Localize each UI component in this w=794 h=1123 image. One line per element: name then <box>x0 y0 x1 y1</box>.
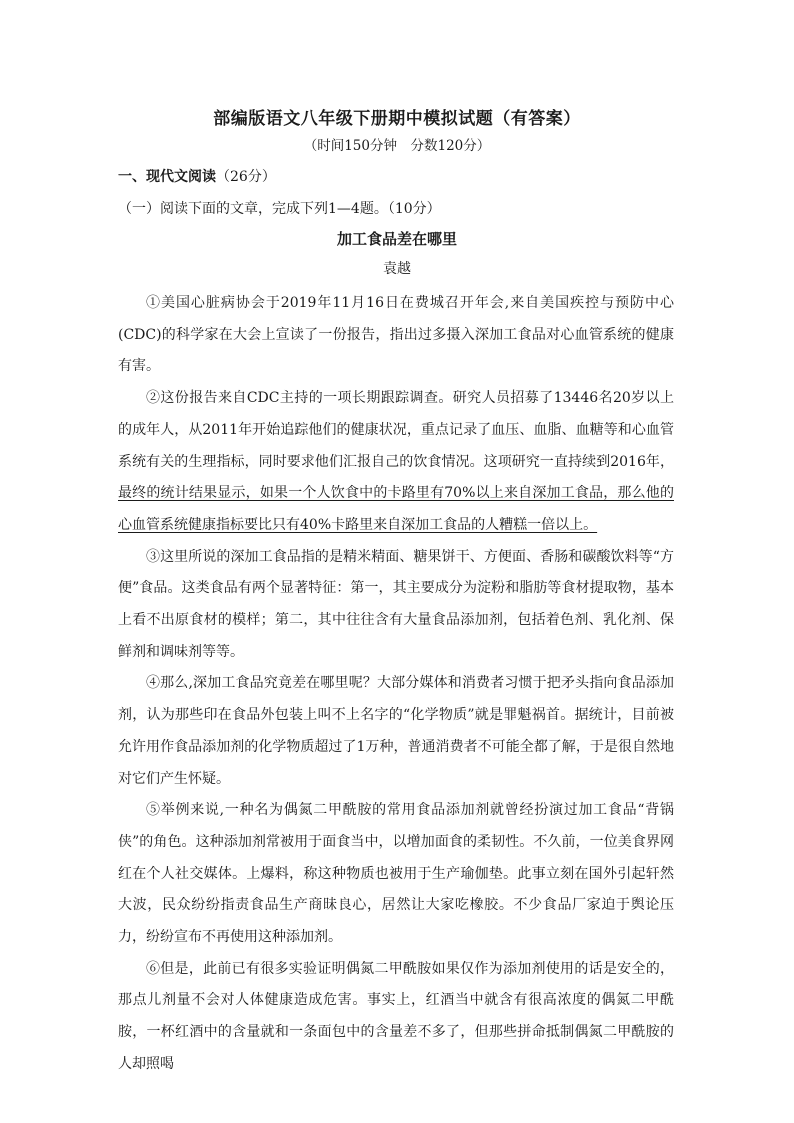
article-body <box>118 288 674 1081</box>
article-title: 加工食品差在哪里 <box>336 230 457 248</box>
article-author: 袁越 <box>383 261 411 277</box>
underlined-sentence: 最终的统计结果显示，如果一个人饮食中的卡路里有70%以上来自深加工食品，那么他的心血管系统健康指标要比只有40%卡路里来自深加工食品的人糟糕一倍以上。 <box>118 485 674 533</box>
paragraph-2: ②这份报告来自CDC主持的一项长期跟踪调查。研究人员招募了13446名20岁以上的成年人，从2011年开始追踪他们的健康状况，重点记录了血压、血脂、血糖等和心血管系统有关的生理指标，同时要求他们汇报自己的饮食情况。这项研究一直持续到2016年，最终的统计结果显示，如果一个人饮食中的卡路里有70%以上来自深加工食品，那么他的心血管系统健康指标要比只有40%卡路里来自深加工食品的人糟糕一倍以上。 <box>118 390 674 533</box>
document-title: 部编版语文八年级下册期中模拟试题（有答案） <box>213 109 581 129</box>
section-label: 一、现代文阅读 <box>118 169 216 185</box>
section-heading <box>118 166 276 186</box>
exam-time-score: （时间150分钟 分数120分） <box>303 138 491 154</box>
paragraph-1: ①美国心脏病协会于2019年11月16日在费城召开年会,来自美国疾控与预防中心(CDC)的科学家在大会上宣读了一份报告，指出过多摄入深加工食品对心血管系统的健康有害。 <box>118 295 674 375</box>
subsection-instruction: （一）阅读下面的文章，完成下列1—4题。（10分） <box>118 201 441 217</box>
paragraph-3: ③这里所说的深加工食品指的是精米精面、糖果饼干、方便面、香肠和碳酸饮料等“方便”食品。这类食品有两个显著特征：第一，其主要成分为淀粉和脂肪等食材提取物，基本上看不出原食材的模样；第二，其中往往含有大量食品添加剂，包括着色剂、乳化剂、保鲜剂和调味剂等等。 <box>118 548 674 660</box>
section-score: （26分） <box>216 169 276 185</box>
paragraph-4: ④那么,深加工食品究竟差在哪里呢？大部分媒体和消费者习惯于把矛头指向食品添加剂，认为那些印在食品外包装上叫不上名字的“化学物质”就是罪魁祸首。据统计，目前被允许用作食品添加剂的化学物质超过了1万种，普通消费者不可能全都了解，于是很自然地对它们产生怀疑。 <box>118 675 674 787</box>
paragraph-5: ⑤举例来说,一种名为偶氮二甲酰胺的常用食品添加剂就曾经扮演过加工食品“背锅侠”的角色。这种添加剂常被用于面食当中，以增加面食的柔韧性。不久前，一位美食界网红在个人社交媒体。上爆料，称这种物质也被用于生产瑜伽垫。此事立刻在国外引起轩然大波，民众纷纷指责食品生产商昧良心，居然让大家吃橡胶。不少食品厂家迫于舆论压力，纷纷宣布不再使用这种添加剂。 <box>118 802 674 946</box>
paragraph-6: ⑥但是，此前已有很多实验证明偶氮二甲酰胺如果仅作为添加剂使用的话是安全的，那点儿剂量不会对人体健康造成危害。事实上，红酒当中就含有很高浓度的偶氮二甲酰胺，一杯红酒中的含量就和一条面包中的含量差不多了，但那些拼命抵制偶氮二甲酰胺的人却照喝 <box>118 960 674 1072</box>
